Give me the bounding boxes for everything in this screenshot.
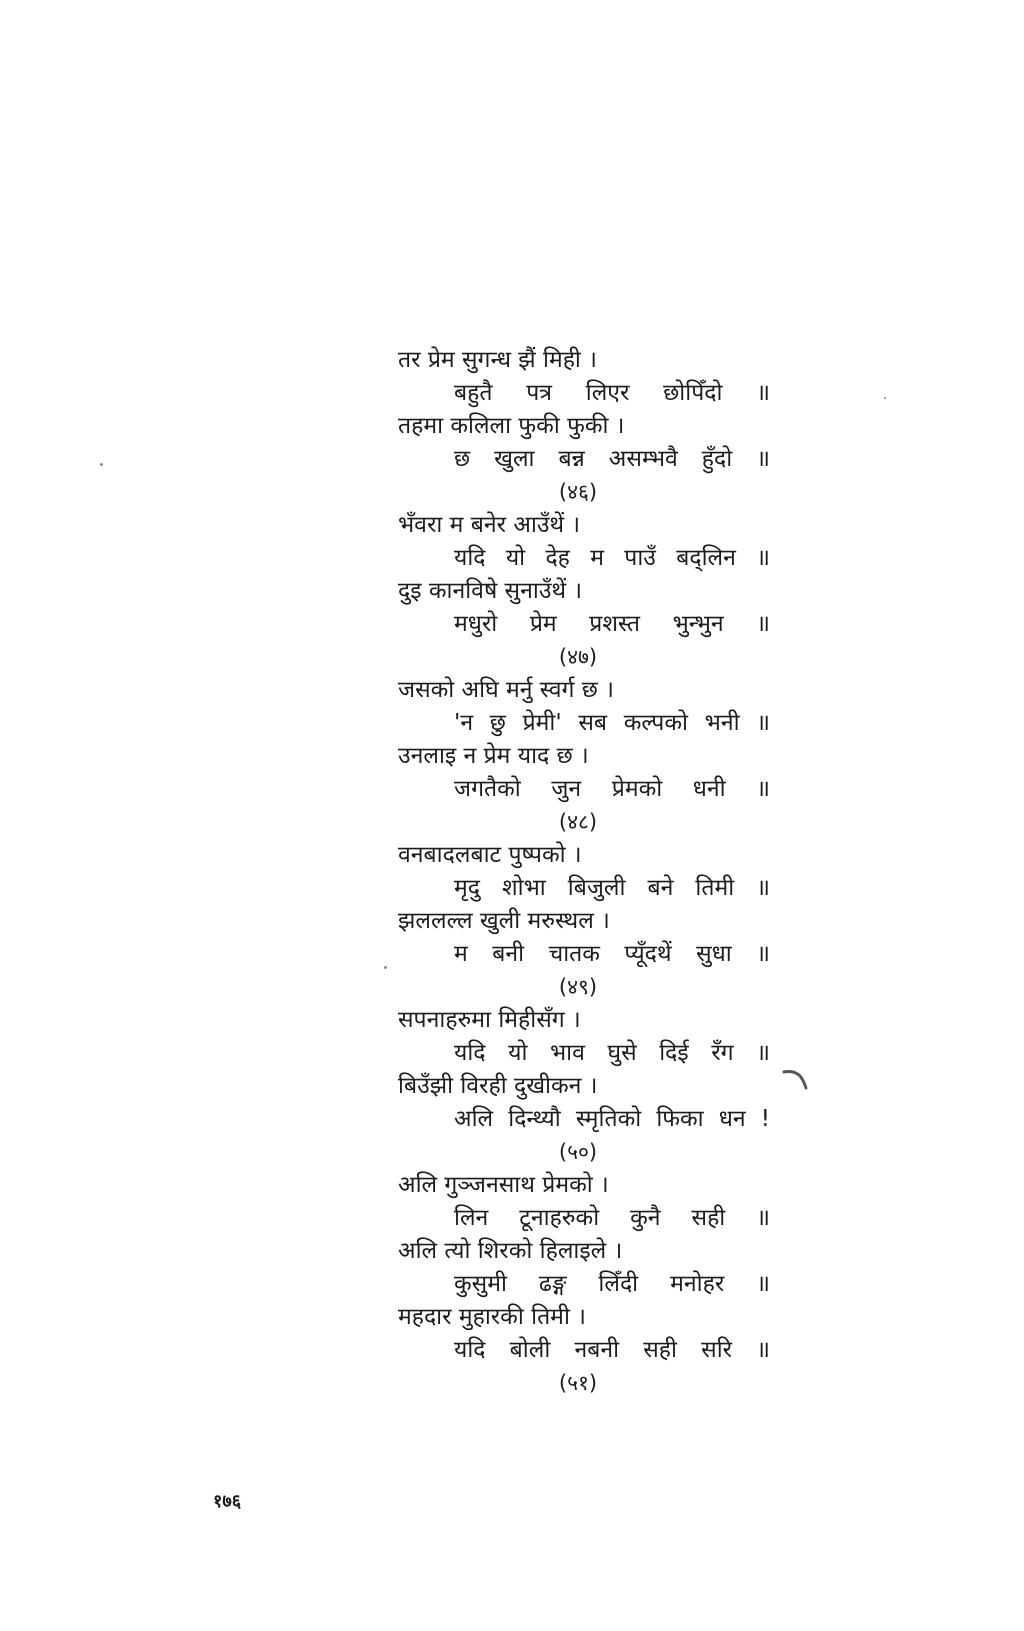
verse-line: झललल्ल खुली मरुस्थल ।: [398, 908, 610, 934]
verse-line: बहुतै पत्र लिएर छोपिँदो ॥: [454, 380, 770, 406]
page-number: १७६: [213, 1491, 242, 1512]
verse-48: [398, 674, 778, 839]
verse-number: (४६): [558, 480, 598, 504]
verse-line: अलि दिन्थ्यौ स्मृतिको फिका धन !: [454, 1106, 770, 1132]
verse-47: [398, 509, 778, 674]
verse-line: तर प्रेम सुगन्ध झैं मिही ।: [398, 347, 597, 373]
verse-line: म बनी चातक प्यूँदथें सुधा ॥: [454, 941, 770, 967]
scan-speck: [884, 397, 886, 399]
verse-49: [398, 839, 778, 1004]
verse-line: मृदु शोभा बिजुली बने तिमी ॥: [454, 875, 770, 901]
verse-number: (४९): [558, 975, 598, 999]
verse-line: भँवरा म बनेर आउँथें ।: [398, 512, 581, 538]
verse-line: उनलाइ न प्रेम याद छ ।: [398, 743, 589, 769]
verse-line: अलि गुञ्जनसाथ प्रेमको ।: [398, 1172, 609, 1198]
verse-51: [398, 1169, 778, 1400]
verse-number: (५१): [558, 1371, 598, 1395]
verse-number: (४७): [558, 645, 598, 669]
verse-line: वनबादलबाट पुष्पको ।: [398, 842, 582, 868]
poem-body: [398, 344, 778, 1400]
verse-line: बिउँझी विरही दुखीकन ।: [398, 1073, 598, 1099]
verse-50: [398, 1004, 778, 1169]
verse-line: लिन टूनाहरुको कुनै सही ॥: [454, 1205, 770, 1231]
scan-speck: [384, 966, 387, 969]
verse-line: जगतैको जुन प्रेमको धनी ॥: [454, 776, 770, 802]
verse-line: 'न छु प्रेमी' सब कल्पको भनी ॥: [454, 710, 770, 736]
verse-line: दुइ कानविषे सुनाउँथें ।: [398, 578, 583, 604]
verse-line: महदार मुहारकी तिमी ।: [398, 1304, 586, 1330]
verse-line: यदि यो देह म पाउँ बद्लिन ॥: [454, 545, 770, 571]
verse-number: (५०): [558, 1140, 598, 1164]
verse-line: अलि त्यो शिरको हिलाइले ।: [398, 1238, 623, 1264]
scan-speck: [100, 463, 103, 466]
verse-46: [398, 344, 778, 509]
pen-mark-icon: [782, 1068, 808, 1090]
verse-line: कुसुमी ढङ्ग लिँदी मनोहर ॥: [454, 1271, 770, 1297]
verse-line: सपनाहरुमा मिहीसँग ।: [398, 1007, 581, 1033]
verse-line: मधुरो प्रेम प्रशस्त भुन्भुन ॥: [454, 611, 770, 637]
verse-line: छ खुला बन्न असम्भवै हुँदो ॥: [454, 446, 770, 472]
verse-line: यदि यो भाव घुसे दिई रँग ॥: [454, 1040, 770, 1066]
verse-line: यदि बोली नबनी सही सरि ॥: [454, 1337, 770, 1363]
verse-line: जसको अघि मर्नु स्वर्ग छ ।: [398, 677, 614, 703]
verse-line: तहमा कलिला फुकी फुकी ।: [398, 413, 625, 439]
verse-number: (४८): [558, 810, 598, 834]
